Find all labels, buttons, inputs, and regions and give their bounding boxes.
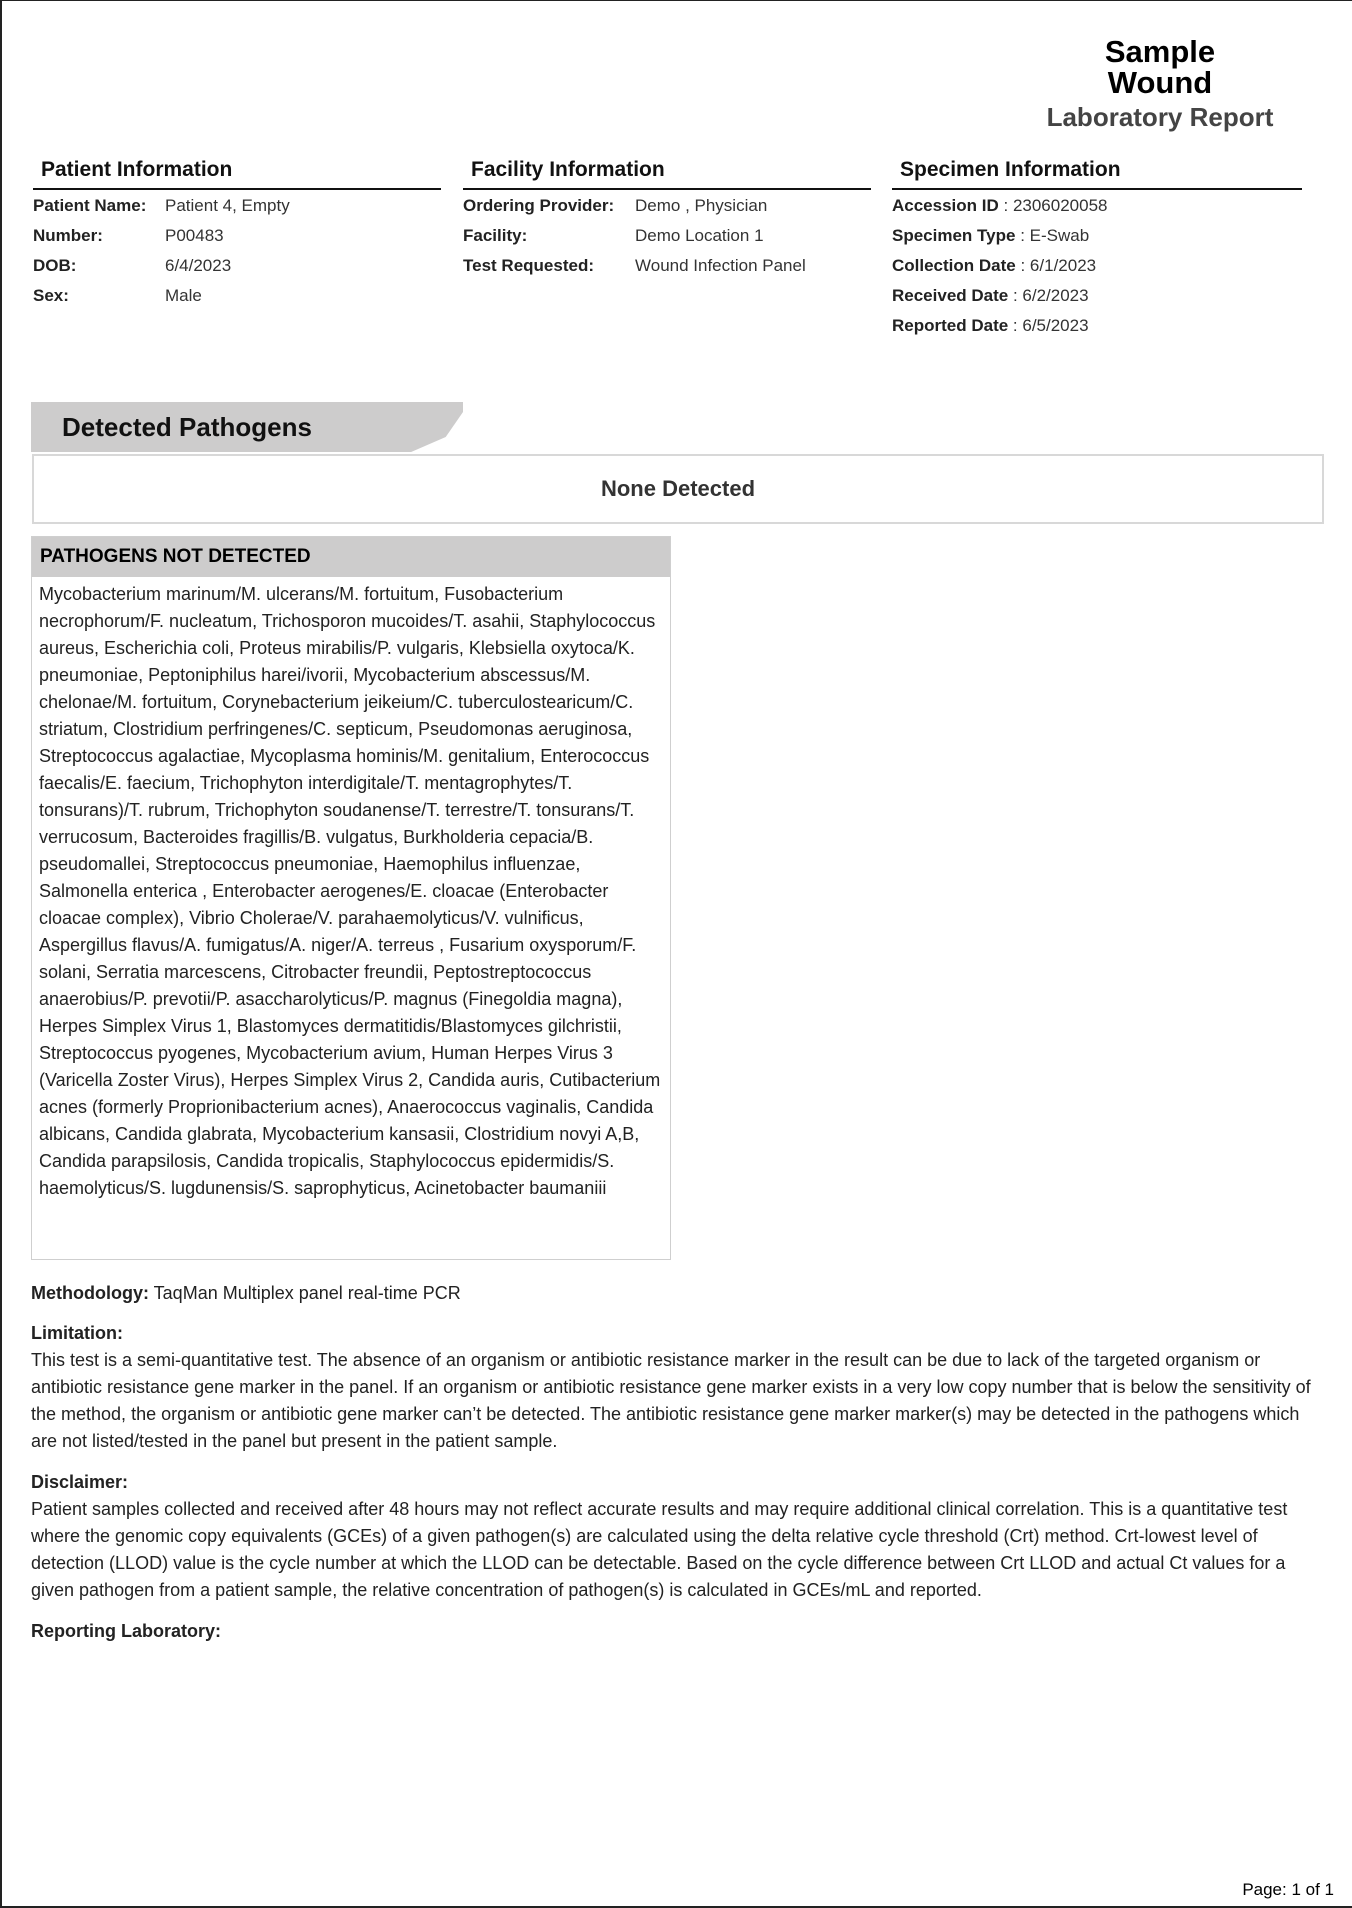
- patient-information: [33, 156, 441, 311]
- field-label: Number:: [33, 226, 103, 245]
- patient-name-row: [33, 191, 441, 221]
- report-title-block: [1030, 36, 1290, 134]
- field-label: Facility:: [463, 226, 528, 245]
- disclaimer-text: Patient samples collected and received after 48 hours may not reflect accurate results and may require additional clinical correlation. This is a quantitative test where the genomic copy equivalents (GCEs) of a given pathogen(s) are calculated using the delta relative cycle threshold (Crt) method. Crt-lowest level of detection (LLOD) value is the cycle number at which the LLOD can be detectable. Based on the cycle difference between Crt LLOD and actual Ct values for a given pathogen from a patient sample, the relative concentration of pathogen(s) is calculated in GCEs/mL and reported.: [31, 1499, 1288, 1600]
- patient-number-row: [33, 221, 441, 251]
- field-label: DOB:: [33, 256, 77, 275]
- field-label: Ordering Provider:: [463, 196, 615, 215]
- field-value: Patient 4, Empty: [165, 196, 290, 215]
- field-label: Collection Date: [892, 256, 1016, 275]
- detected-pathogens-heading: Detected Pathogens: [62, 412, 312, 442]
- field-label: Reported Date: [892, 316, 1009, 335]
- reported-date-row: [892, 311, 1302, 341]
- field-label: Sex:: [33, 286, 69, 305]
- report-title-line2: Wound: [1107, 65, 1213, 100]
- limitation-text: This test is a semi-quantitative test. The absence of an organism or antibiotic resistance marker in the result can be due to lack of the targeted organism or antibiotic resistance gene marker in the panel. If an organism or antibiotic resistance gene marker exists in a very low copy number that is below the sensitivity of the method, the organism or antibiotic gene marker can’t be detected. The antibiotic resistance gene marker marker(s) may be detected in the pathogens which are not listed/tested in the panel but present in the patient sample.: [31, 1350, 1311, 1451]
- page-number: Page: 1 of 1: [1242, 1880, 1334, 1899]
- methodology-value: TaqMan Multiplex panel real-time PCR: [153, 1283, 461, 1303]
- field-label: Specimen Type: [892, 226, 1016, 245]
- methodology-label: Methodology:: [31, 1283, 149, 1303]
- report-title-line1: Sample: [1104, 34, 1216, 69]
- patient-info-heading: Patient Information: [33, 156, 441, 190]
- disclaimer-section: [31, 1469, 1329, 1604]
- accession-id-row: [892, 191, 1302, 221]
- patient-dob-row: [33, 251, 441, 281]
- pathogens-not-detected-heading: PATHOGENS NOT DETECTED: [32, 537, 670, 577]
- pathogens-not-detected-list: Mycobacterium marinum/M. ulcerans/M. fortuitum, Fusobacterium necrophorum/F. nucleatum, Trichosporon mucoides/T. asahii, Staphylococcus aureus, Escherichia coli, Proteus mirabilis/P. vulgaris, Klebsiella oxytoca/K. pneumoniae, Peptoniphilus harei/ivorii, Mycobacterium abscessus/M. chelonae/M. fortuitum, Corynebacterium jeikeium/C. tuberculostearicum/C. striatum, Clostridium perfringenes/C. septicum, Pseudomonas aeruginosa, Streptococcus agalactiae, Mycoplasma hominis/M. genitalium, Enterococcus faecalis/E. faecium, Trichophyton interdigitale/T. mentagrophytes/T. tonsurans)/T. rubrum, Trichophyton soudanense/T. terrestre/T. tonsurans/T. verrucosum, Bacteroides fragillis/B. vulgatus, Burkholderia cepacia/B. pseudomallei, Streptococcus pneumoniae, Haemophilus influenzae, Salmonella enterica , Enterobacter aerogenes/E. cloacae (Enterobacter cloacae complex), Vibrio Cholerae/V. parahaemolyticus/V. vulnificus, Aspergillus flavus/A. fumigatus/A. niger/A. terreus , Fusarium oxysporum/F. solani, Serratia marcescens, Citrobacter freundii, Peptostreptococcus anaerobius/P. prevotii/P. asaccharolyticus/P. magnus (Finegoldia magna), Herpes Simplex Virus 1, Blastomyces dermatitidis/Blastomyces gilchristii, Streptococcus pyogenes, Mycobacterium avium, Human Herpes Virus 3 (Varicella Zoster Virus), Herpes Simplex Virus 2, Candida auris, Cutibacterium acnes (formerly Proprionibacterium acnes), Anaerococcus vaginalis, Candida albicans, Candida glabrata, Mycobacterium kansasii, Clostridium novyi A,B, Candida parapsilosis, Candida tropicalis, Staphylococcus epidermidis/S. haemolyticus/S. lugdunensis/S. saprophyticus, Acinetobacter baumaniii: [39, 584, 661, 1198]
- field-label: Test Requested:: [463, 256, 594, 275]
- ordering-provider-row: [463, 191, 871, 221]
- field-label: Accession ID: [892, 196, 999, 215]
- field-value: Demo , Physician: [635, 196, 768, 215]
- reporting-laboratory-label: Reporting Laboratory:: [31, 1621, 222, 1641]
- facility-information: [463, 156, 871, 281]
- field-value: Demo Location 1: [635, 226, 764, 245]
- report-subtitle: Laboratory Report: [1046, 102, 1274, 132]
- field-label: Received Date: [892, 286, 1009, 305]
- field-value: Male: [165, 286, 202, 305]
- facility-row: [463, 221, 871, 251]
- reporting-laboratory-section: [31, 1618, 1329, 1645]
- limitation-section: [31, 1320, 1329, 1455]
- received-date-row: [892, 281, 1302, 311]
- limitation-label: Limitation:: [31, 1323, 123, 1343]
- patient-sex-row: [33, 281, 441, 311]
- detected-pathogens-result: [32, 454, 1324, 524]
- field-value: : E-Swab: [1020, 226, 1090, 245]
- specimen-type-row: [892, 221, 1302, 251]
- field-value: : 6/2/2023: [1012, 286, 1089, 305]
- facility-info-heading: Facility Information: [463, 156, 871, 190]
- disclaimer-label: Disclaimer:: [31, 1472, 129, 1492]
- collection-date-row: [892, 251, 1302, 281]
- methodology-section: [31, 1280, 1329, 1307]
- specimen-information: [892, 156, 1302, 341]
- specimen-info-heading: Specimen Information: [892, 156, 1302, 190]
- field-label: Patient Name:: [33, 196, 147, 215]
- field-value: : 6/5/2023: [1012, 316, 1089, 335]
- field-value: 6/4/2023: [165, 256, 232, 275]
- field-value: Wound Infection Panel: [635, 256, 806, 275]
- test-requested-row: [463, 251, 871, 281]
- field-value: P00483: [165, 226, 224, 245]
- detected-result-text: None Detected: [600, 476, 756, 501]
- pathogens-not-detected-panel: [31, 536, 671, 1260]
- field-value: : 2306020058: [1003, 196, 1108, 215]
- field-value: : 6/1/2023: [1020, 256, 1097, 275]
